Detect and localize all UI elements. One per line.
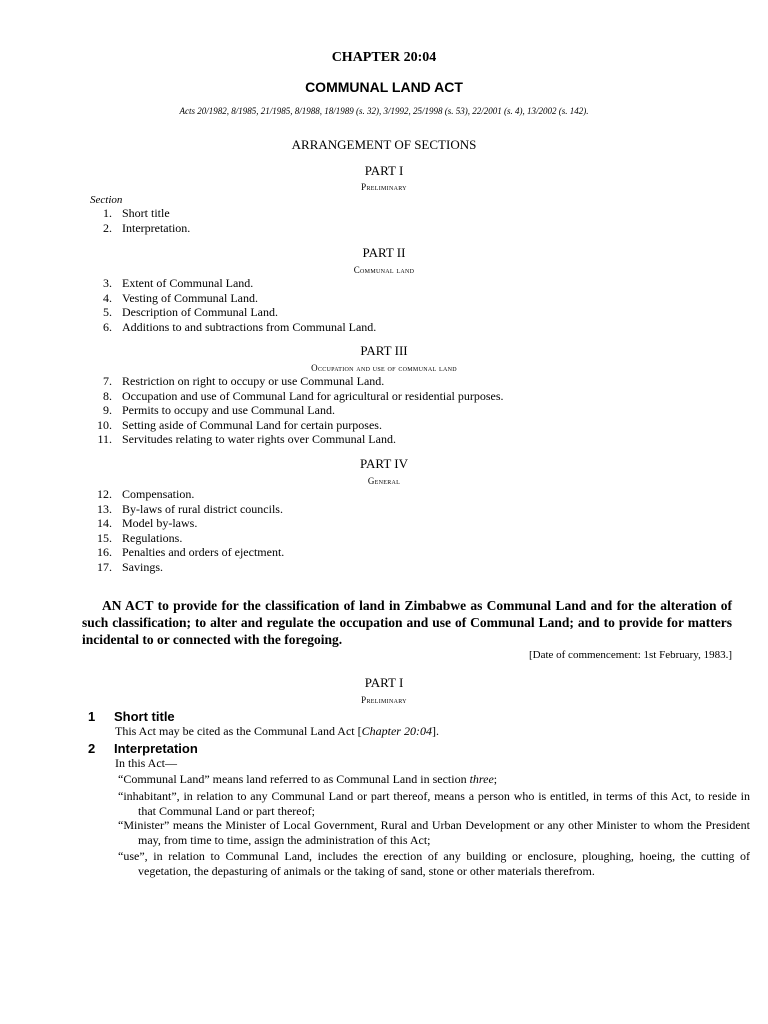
toc-item: 12. Compensation. xyxy=(97,487,195,501)
toc-item: 1. Short title xyxy=(103,206,170,220)
definition-use: “use”, in relation to Communal Land, includes the erection of any building or enclosure, ploughing, hoeing, the cutting of vegetation, the depasturing of animals or the taking of sand, stone or other materials therefrom. xyxy=(118,849,750,878)
toc-part-heading: PART IV xyxy=(360,456,408,471)
chapter-title: CHAPTER 20:04 xyxy=(331,50,437,65)
long-title-preamble: AN ACT to provide for the classification of land in Zimbabwe as Communal Land and for the alteration of such classification; to alter and regulate the occupation and use of Communal Land; and to provide for matters incidental to or connected with the foregoing. xyxy=(82,598,732,647)
body-part-title: Preliminary xyxy=(361,695,407,705)
section-number: 2 xyxy=(88,741,96,756)
toc-item: 16. Penalties and orders of ejectment. xyxy=(97,545,285,559)
section-intro: In this Act— xyxy=(115,756,177,770)
toc-item: 14. Model by-laws. xyxy=(97,516,198,530)
toc-list xyxy=(82,374,582,447)
body-part-heading: PART I xyxy=(364,675,404,690)
toc-item: 17. Savings. xyxy=(97,559,164,574)
toc-item: 2. Interpretation. xyxy=(103,220,191,235)
arrangement-heading: ARRANGEMENT OF SECTIONS xyxy=(291,137,477,152)
toc-item: 5. Description of Communal Land. xyxy=(103,305,278,319)
section-number: 1 xyxy=(88,709,96,724)
toc-part-title: Occupation and use of communal land xyxy=(311,363,457,373)
toc-item: 7. Restriction on right to occupy or use Communal Land. xyxy=(103,374,385,388)
toc-part-heading: PART III xyxy=(360,343,408,358)
amending-acts: Acts 20/1982, 8/1985, 21/1985, 8/1988, 18/1989 (s. 32), 3/1992, 25/1998 (s. 53), 22/2001 (s. 4), 13/2002 (s. 142). xyxy=(179,106,589,116)
toc-part-title: Communal land xyxy=(353,265,415,275)
toc-part-title: General xyxy=(367,476,401,486)
toc-list xyxy=(82,276,582,334)
definition-communal-land: “Communal Land” means land referred to as Communal Land in section three; xyxy=(118,772,498,786)
toc-part-heading: PART I xyxy=(364,163,404,178)
toc-item: 9. Permits to occupy and use Communal Land. xyxy=(103,403,335,417)
toc-item: 10. Setting aside of Communal Land for certain purposes. xyxy=(97,417,382,432)
toc-item: 6. Additions to and subtractions from Communal Land. xyxy=(103,319,377,334)
section-label: Section xyxy=(90,194,123,206)
definition-minister: “Minister” means the Minister of Local Government, Rural and Urban Development or any other Minister to whom the President may, from time to time, assign the administration of this Act; xyxy=(118,818,750,847)
toc-item: 3. Extent of Communal Land. xyxy=(103,276,254,290)
toc-item: 13. By-laws of rural district councils. xyxy=(97,501,283,516)
section-title: Interpretation xyxy=(114,741,198,756)
toc-item: 11. Servitudes relating to water rights over Communal Land. xyxy=(97,432,396,446)
toc-item: 15. Regulations. xyxy=(97,530,183,545)
section-heading-short-title xyxy=(88,709,175,724)
commencement-date: [Date of commencement: 1st February, 1983.] xyxy=(528,649,732,661)
toc-list xyxy=(82,487,582,574)
section-heading-interpretation xyxy=(88,741,198,756)
toc-part-title: Preliminary xyxy=(361,182,407,192)
toc-list xyxy=(82,206,582,235)
toc-item: 8. Occupation and use of Communal Land for agricultural or residential purposes. xyxy=(103,388,504,403)
act-name: COMMUNAL LAND ACT xyxy=(305,79,463,95)
toc-item: 4. Vesting of Communal Land. xyxy=(103,290,258,305)
section-title: Short title xyxy=(114,709,175,724)
section-text: This Act may be cited as the Communal Land Act [Chapter 20:04]. xyxy=(115,724,439,738)
definition-inhabitant: “inhabitant”, in relation to any Communal Land or part thereof, means a person who is entitled, in terms of this Act, to reside in that Communal Land or part thereof; xyxy=(118,789,750,818)
chapter-ref: Chapter 20:04 xyxy=(361,724,432,738)
toc-part-heading: PART II xyxy=(362,245,406,260)
